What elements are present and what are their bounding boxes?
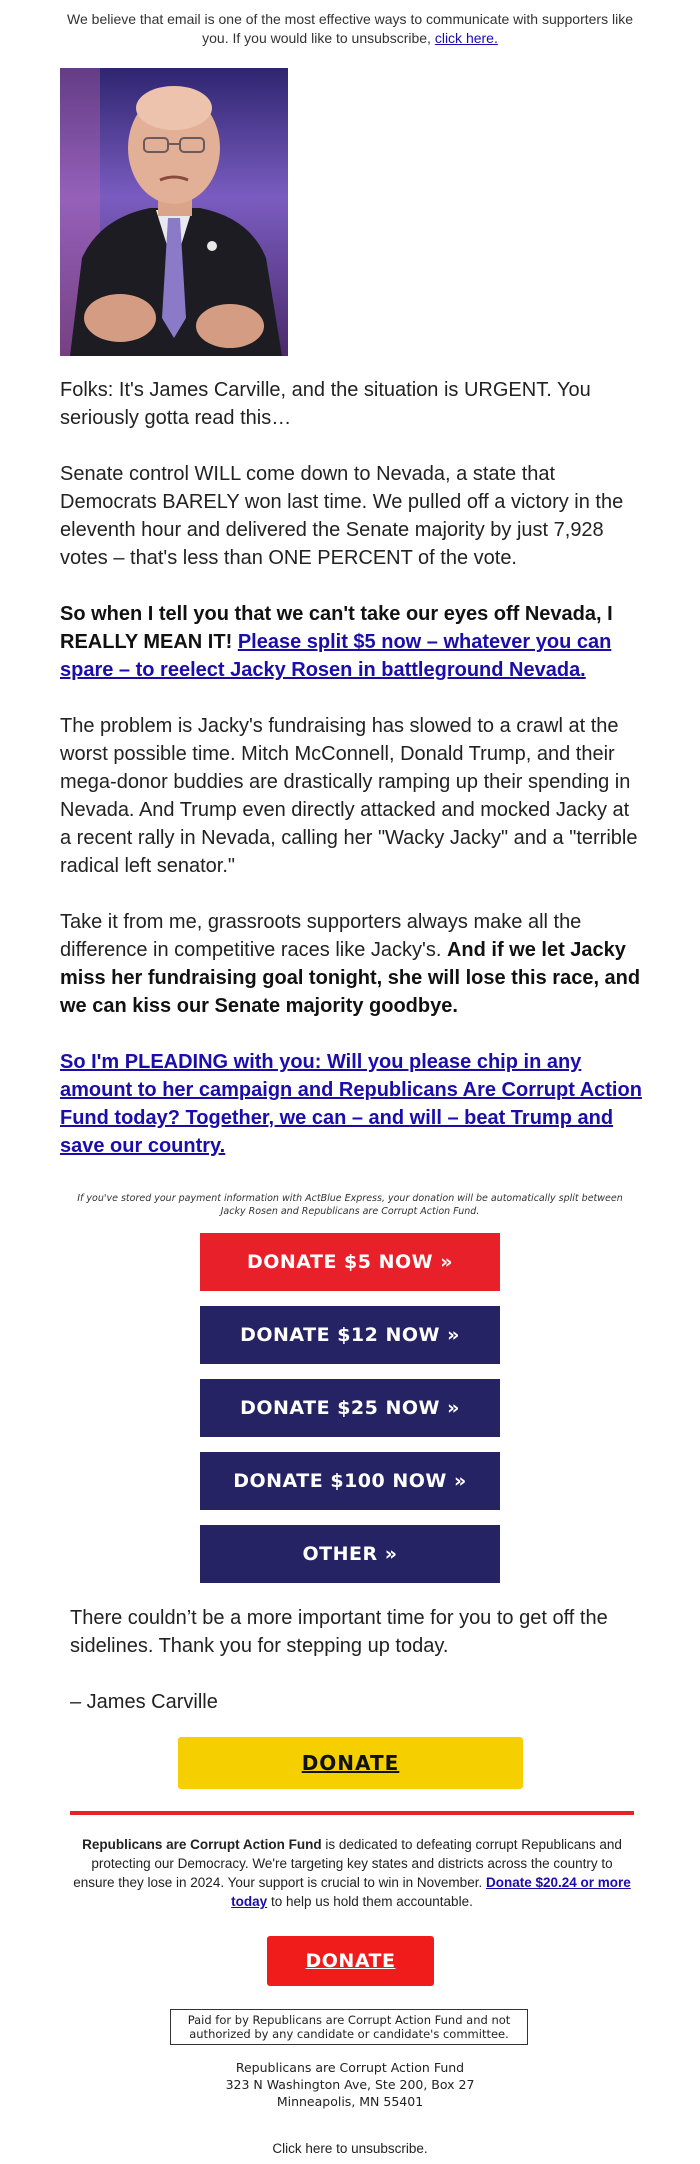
grassroots-text: Take it from me, grassroots supporters always make all the difference in competitive races like Jacky's.	[60, 911, 582, 961]
divider	[70, 1811, 634, 1815]
mailing-address	[150, 2059, 550, 2110]
address-line-3: Minneapolis, MN 55401	[276, 2094, 424, 2109]
paid-for-disclaimer: Paid for by Republicans are Corrupt Action Fund and not authorized by any candidate or candidate's committee.	[170, 2009, 528, 2045]
org-description	[70, 1835, 634, 1911]
org-name: Republicans are Corrupt Action Fund	[82, 1837, 322, 1852]
split-appeal-paragraph	[60, 600, 644, 684]
split-five-link[interactable]: Please split $5 now – whatever you can spare – to reelect Jacky Rosen in battleground Nevada.	[60, 631, 612, 681]
org-text: is dedicated to defeating corrupt Republicans and protecting our Democracy. We're targeting key states and districts across the country to ensure they lose in 2024. Your support is crucial to win in November.	[73, 1837, 622, 1890]
donate-other-button[interactable]: OTHER »	[200, 1525, 500, 1583]
pleading-paragraph	[60, 1048, 644, 1160]
grassroots-paragraph	[60, 908, 644, 1020]
unsubscribe-notice	[60, 10, 640, 48]
unsubscribe-link[interactable]: click here.	[434, 30, 498, 46]
intro-paragraph: Folks: It's James Carville, and the situation is URGENT. You seriously gotta read this…	[60, 379, 591, 429]
closing-paragraph: There couldn’t be a more important time for you to get off the sidelines. Thank you for stepping up today.	[70, 1607, 608, 1657]
fundraising-paragraph: The problem is Jacky's fundraising has slowed to a crawl at the worst possible time. Mitch McConnell, Donald Trump, and their mega-donor buddies are drastically ramping up their spending in Nevada. And Trump even directly attacked and mocked Jacky at a recent rally in Nevada, calling her "Wacky Jacky" and a "terrible radical left senator."	[60, 715, 638, 877]
address-line-2: 323 N Washington Ave, Ste 200, Box 27	[225, 2077, 475, 2092]
pleading-link[interactable]: So I'm PLEADING with you: Will you please chip in any amount to her campaign and Republicans Are Corrupt Action Fund today? Together, we can – and will – beat Trump and save our country.	[60, 1051, 642, 1157]
footer-unsubscribe-link[interactable]: Click here to unsubscribe.	[272, 2141, 428, 2156]
carville-photo	[60, 68, 288, 356]
split-appeal-bold: So when I tell you that we can't take our eyes off Nevada, I REALLY MEAN IT!	[60, 603, 613, 653]
address-line-1: Republicans are Corrupt Action Fund	[235, 2060, 465, 2075]
donate-yellow-button[interactable]: DONATE	[178, 1737, 523, 1789]
unsubscribe-notice-text: We believe that email is one of the most effective ways to communicate with supporters like you. If you would like to unsubscribe,	[67, 11, 633, 46]
donate-red-button[interactable]: DONATE	[267, 1936, 434, 1986]
donate-5-button[interactable]: DONATE $5 NOW »	[200, 1233, 500, 1291]
donate-2024-link[interactable]: Donate $20.24 or more today	[231, 1875, 631, 1909]
actblue-note: If you've stored your payment information with ActBlue Express, your donation will be automatically split between Jacky Rosen and Republicans are Corrupt Action Fund.	[77, 1193, 623, 1217]
donate-12-button[interactable]: DONATE $12 NOW »	[200, 1306, 500, 1364]
signature: – James Carville	[70, 1691, 218, 1713]
grassroots-bold: And if we let Jacky miss her fundraising goal tonight, she will lose this race, and we can kiss our Senate majority goodbye.	[60, 939, 641, 1017]
donate-25-button[interactable]: DONATE $25 NOW »	[200, 1379, 500, 1437]
portrait-image-icon	[60, 68, 288, 356]
org-tail: to help us hold them accountable.	[270, 1894, 473, 1909]
donate-100-button[interactable]: DONATE $100 NOW »	[200, 1452, 500, 1510]
nevada-paragraph: Senate control WILL come down to Nevada, a state that Democrats BARELY won last time. We pulled off a victory in the eleventh hour and delivered the Senate majority by just 7,928 votes – that's less than ONE PERCENT of the vote.	[60, 463, 624, 569]
